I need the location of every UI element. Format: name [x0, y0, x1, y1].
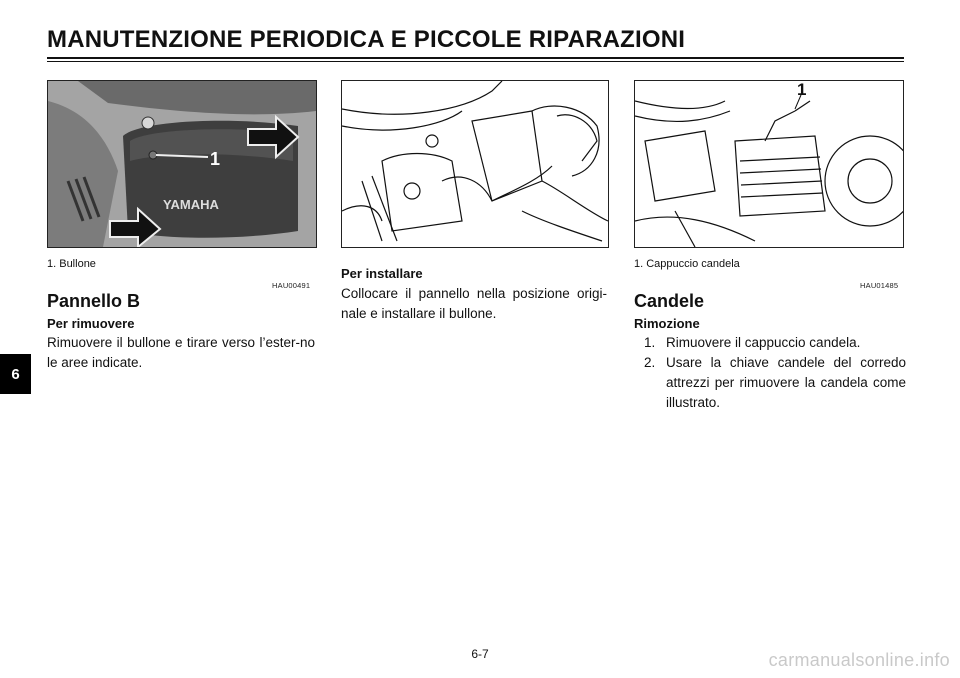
step-text: Rimuovere il cappuccio candela. — [666, 335, 861, 350]
watermark: carmanualsonline.info — [768, 650, 950, 670]
step-text: Usare la chiave candele del corredo attrezzi per rimuovere la candela come illustrato. — [666, 355, 906, 410]
spark-plug-illustration — [635, 81, 903, 247]
paragraph-rimuovere: Rimuovere il bullone e tirare verso l’ester-no le aree indicate. — [47, 335, 315, 370]
side-panel-illustration — [48, 81, 316, 247]
step-item — [634, 353, 906, 413]
step-number: 2. — [644, 355, 656, 370]
brand-logo: YAMAHA — [163, 197, 219, 212]
section-code: HAU01485 — [860, 281, 899, 290]
subheading-rimozione: Rimozione — [634, 316, 700, 331]
page-title: MANUTENZIONE PERIODICA E PICCOLE RIPARAZIONI — [47, 26, 686, 53]
figure3-callout: 1 — [797, 81, 807, 99]
figure1-callout: 1 — [210, 149, 221, 169]
figure-install-panel — [341, 80, 609, 248]
section-code: HAU00491 — [272, 281, 311, 290]
step-number: 1. — [644, 335, 656, 350]
paragraph-installare: Collocare il pannello nella posizione origi-nale e installare il bullone. — [341, 286, 607, 321]
removal-steps — [634, 333, 906, 413]
figure3-caption: 1. Cappuccio candela — [634, 258, 740, 270]
step-item — [634, 333, 906, 353]
figure1-caption: 1. Bullone — [47, 258, 96, 270]
section-heading-candele: Candele — [634, 291, 705, 311]
figure-spark-plug — [634, 80, 904, 248]
install-panel-illustration — [342, 81, 608, 247]
figure-side-panel — [47, 80, 317, 248]
subheading-per-installare: Per installare — [341, 266, 423, 281]
page-number: 6-7 — [471, 647, 489, 661]
chapter-tab: 6 — [0, 354, 31, 394]
title-rule — [47, 57, 904, 59]
section-heading-pannello-b: Pannello B — [47, 291, 141, 311]
subheading-per-rimuovere: Per rimuovere — [47, 316, 135, 331]
title-rule-thin — [47, 61, 904, 62]
